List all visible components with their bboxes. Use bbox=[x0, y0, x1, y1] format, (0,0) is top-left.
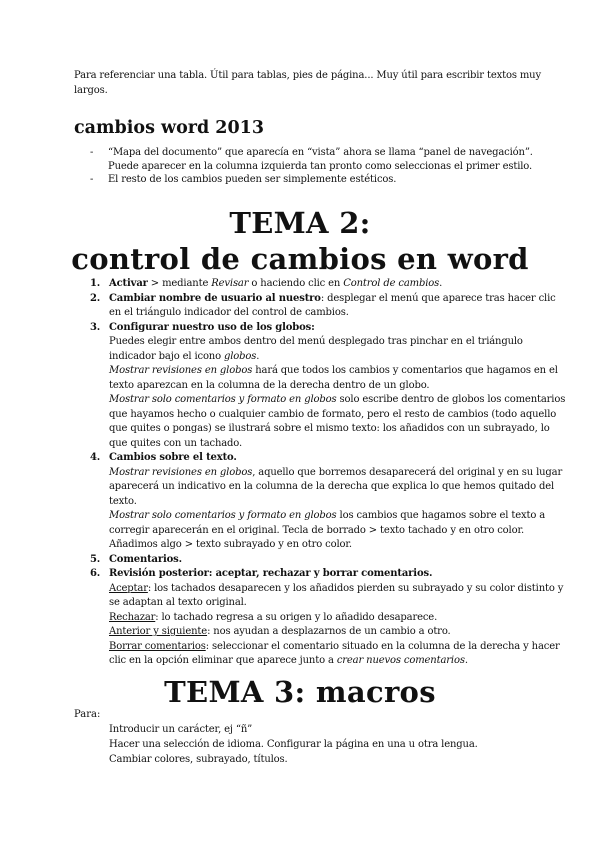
intro-paragraph: Para referenciar una tabla. Útil para tablas, pies de página... Muy útil para escribir textos muy largos. bbox=[74, 70, 541, 96]
tema2-numbered-list bbox=[90, 277, 568, 669]
list-item-cambios-texto: 4. Cambios sobre el texto. Mostrar revisiones en globos, aquello que borremos desaparecerá del original y en su lugar aparecerá un indicativo en la columna de la derecha que explica lo que hemos quitado del texto. Mostrar solo comentarios y formato en globos los cambios que hagamos sobre el texto a corregir aparecerán en el original. Tecla de borrado > texto tachado y en otro color. Añadimos algo > texto subrayado y en otro color. bbox=[90, 452, 563, 550]
list-item-cambiar-nombre: 2. Cambiar nombre de usuario al nuestro: desplegar el menú que aparece tras hacer clic en el triángulo indicador del control de cambios. bbox=[90, 292, 556, 318]
heading-cambios-word-2013: cambios word 2013 bbox=[74, 118, 265, 138]
dash-bullet: - bbox=[90, 147, 94, 158]
list-item: - El resto de los cambios pueden ser simplemente estéticos. bbox=[90, 174, 397, 185]
list-item: Hacer una selección de idioma. Configurar la página en una u otra lengua. bbox=[109, 739, 478, 750]
heading-tema-3: TEMA 3: macros bbox=[164, 675, 436, 709]
list-item-revision-posterior: 6. Revisión posterior: aceptar, rechazar y borrar comentarios. Aceptar: los tachados desaparecen y los añadidos pierden su subrayado y su color distinto y se adaptan al texto original. Rechazar: lo tachado regresa a su origen y lo añadido desaparece. Anterior y siguiente: nos ayudan a desplazarnos de un cambio a otro. Borrar comentarios: seleccionar el comentario situado en la columna de la derecha y hacer clic en la opción eliminar que aparece junto a crear nuevos comentarios. bbox=[90, 568, 564, 666]
list-item-comentarios: 5. Comentarios. bbox=[90, 553, 182, 565]
heading-tema-2: TEMA 2: control de cambios en word bbox=[71, 206, 529, 276]
dash-bullet: - bbox=[90, 174, 94, 185]
cambios-bullet-list bbox=[90, 146, 560, 187]
list-item-configurar-globos: 3. Configurar nuestro uso de los globos: Puedes elegir entre ambos dentro del menú desplegado tras pinchar en el triángulo indicador bajo el icono globos. Mostrar revisiones en globos hará que todos los cambios y comentarios que hagamos en el texto aparezcan en la columna de la derecha dentro de un globo. Mostrar solo comentarios y formato en globos solo escribe dentro de globos los comentarios que hayamos hecho o cualquier cambio de formato, pero el resto de cambios (todo aquello que quites o pongas) se ilustrará sobre el mismo texto: los añadidos con un subrayado, lo que quites con un tachado. bbox=[90, 321, 566, 449]
list-item: Cambiar colores, subrayado, títulos. bbox=[109, 754, 288, 765]
list-item-activar: 1. Activar > mediante Revisar o haciendo clic en Control de cambios. bbox=[90, 278, 443, 289]
list-item: - “Mapa del documento” que aparecía en “vista” ahora se llama “panel de navegación”. Puede aparecer en la columna izquierda tan pronto como seleccionas el primer estilo. bbox=[90, 147, 533, 172]
macros-list bbox=[109, 722, 529, 767]
para-label: Para: bbox=[74, 709, 101, 720]
list-item: Introducir un carácter, ej “ñ” bbox=[109, 724, 253, 735]
